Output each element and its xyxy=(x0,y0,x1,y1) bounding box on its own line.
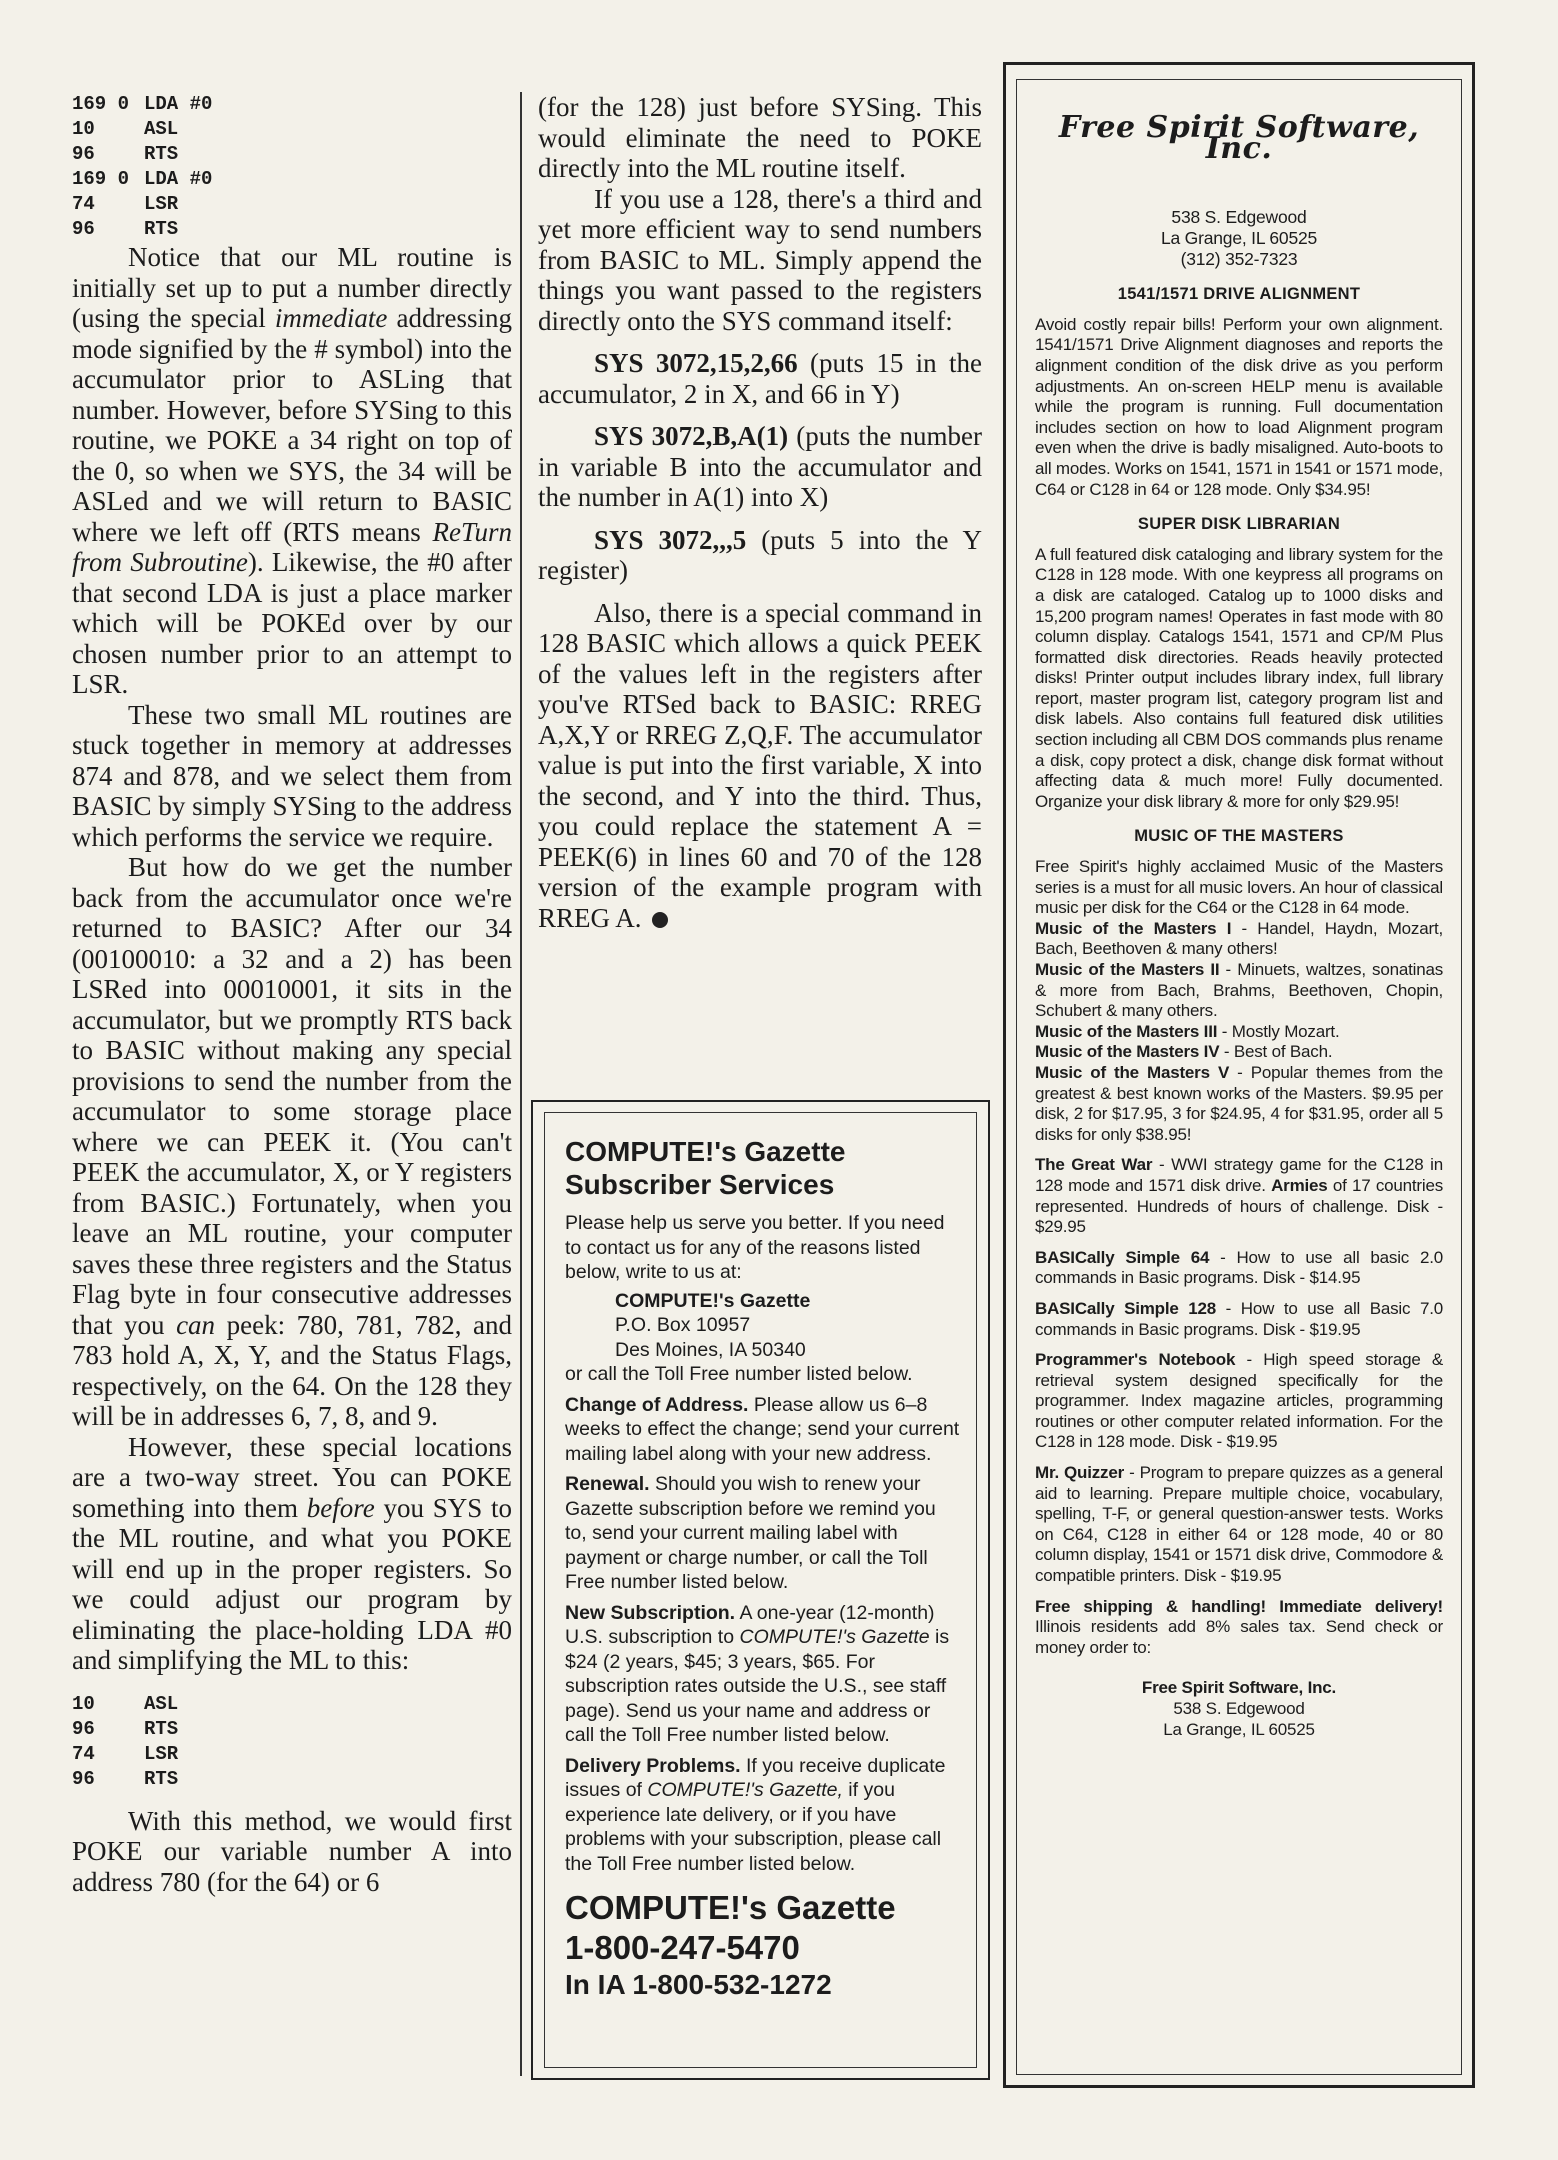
product-item: Music of the Masters V - Popular themes from the greatest & best known works of the Masters. $9.95 per disk, 2 for $17.95, 3 for $24.95, 4 for $31.95, order all 5 disks for only $38.95! xyxy=(1035,1062,1443,1144)
product-item: BASICally Simple 64 - How to use all basic 2.0 commands in Basic programs. Disk - $14.95 xyxy=(1035,1247,1444,1288)
product-heading: 1541/1571 DRIVE ALIGNMENT xyxy=(1117,285,1361,304)
free-spirit-ad xyxy=(1003,62,1475,2088)
product-item: Music of the Masters II - Minuets, waltzes, sonatinas & more from Bach, Brahms, Beethoven, Chopin, Schubert & many others. xyxy=(1035,960,1444,1021)
paragraph: Also, there is a special command in 128 BASIC which allows a quick PEEK of the values left in the registers after you've RTSed back to BASIC: RREG A,X,Y or RREG Z,Q,F. The accumulator value is put into the first variable, X into the second, and Y into the third. Thus, you could replace the statement A = PEEK(6) in lines 60 and 70 of the 128 version of the example program with RREG A. xyxy=(538,597,982,933)
article-column-2 xyxy=(538,92,982,933)
product-item: Music of the Masters IV - Best of Bach. xyxy=(1035,1042,1333,1062)
product-item: Music of the Masters I - Handel, Haydn, Mozart, Bach, Beethoven & many others! xyxy=(1035,918,1443,959)
column-rule xyxy=(520,92,522,2076)
box-title: COMPUTE!'s Gazette xyxy=(565,1136,846,1167)
product-item: Mr. Quizzer - Program to prepare quizzes as a general aid to learning. Prepare multiple choice, vocabulary, spelling, T-F, or general question-answer tests. Works on C64, C128 in either 64 or 128 mode, 40 or 80 column display, 1541 or 1571 disk drive, Commodore & compatible printers. Disk - $19.95 xyxy=(1035,1463,1443,1586)
renewal: Renewal. Should you wish to renew your Gazette subscription before we remind you to, send your current mailing label with payment or charge number, or call the Toll Free number listed below. xyxy=(565,1473,936,1593)
ordering-info: Free shipping & handling! Immediate delivery! Illinois residents add 8% sales tax. Send check or money order to: xyxy=(1035,1596,1443,1657)
toll-free-number: 1-800-247-5470 xyxy=(565,1929,800,1966)
product-description: A full featured disk cataloging and library system for the C128 in 128 mode. With one keypress all programs on a disk are cataloged. Catalog up to 1000 disks and 15,200 program names! Operates in fast mode with 80 column display. Catalogs 1541, 1571 and CP/M Plus formatted disk directories. Reads heavily protected disks! Printer output includes library index, full library report, master program list, category program list and disk labels. Also contains full featured disk utilities section including all CBM DOS commands plus rename a disk, copy protect a disk, change disk format without affecting data & much more! Fully documented. Organize your disk library & more for only $29.95! xyxy=(1035,544,1443,811)
sys-example: SYS 3072,15,2,66 (puts 15 in the accumulator, 2 in X, and 66 in Y) xyxy=(538,348,982,409)
code-line: 96 RTS xyxy=(72,1717,179,1740)
code-line: 74 LSR xyxy=(72,193,179,215)
company-address: 538 S. Edgewood La Grange, IL 60525 (312) 352-7323 xyxy=(1160,207,1318,270)
company-logo: Free Spirit Software, Inc. xyxy=(1058,110,1420,166)
code-line: 10 ASL xyxy=(72,118,179,140)
product-item: Music of the Masters III - Mostly Mozart. xyxy=(1035,1021,1340,1041)
order-address: Free Spirit Software, Inc. 538 S. Edgewood La Grange, IL 60525 xyxy=(1141,1678,1337,1739)
gazette-name: COMPUTE!'s Gazette xyxy=(565,1889,896,1926)
end-of-article-icon xyxy=(652,912,668,928)
product-item: BASICally Simple 128 - How to use all Basic 7.0 commands in Basic programs. Disk - $19.95 xyxy=(1035,1298,1443,1339)
paragraph: Notice that our ML routine is initially set up to put a number directly (using the special immediate addressing mode signified by the # symbol) into the accumulator prior to ASLing that number. However, before SYSing to this routine, we POKE a 34 right on top of the 0, so when we SYS, the 34 will be ASLed and we will return to BASIC where we left off (RTS means ReTurn from Subroutine). Likewise, the #0 after that second LDA is just a place marker which will be POKEd over by our chosen number prior to an attempt to LSR. xyxy=(72,242,513,699)
code-line: 96 RTS xyxy=(72,218,179,240)
mailing-address: COMPUTE!'s Gazette P.O. Box 10957 Des Moines, IA 50340 xyxy=(615,1289,811,1361)
paragraph: But how do we get the number back from the accumulator once we're returned to BASIC? After our 34 (00100010: a 32 and a 2) has been LSRed into 00010001, it sits in the accumulator, but we promptly RTS back to BASIC without making any special provisions to send the number from the accumulator to some storage place where we can PEEK it. (You can't PEEK the accumulator, X, or Y registers from BASIC.) Fortunately, when you leave an ML routine, your computer saves these three registers and the Status Flag byte in four consecutive addresses that you can peek: 780, 781, 782, and 783 hold A, X, Y, and the Status Flags, respectively, on the 64. On the 128 they will be in addresses 6, 7, 8, and 9. xyxy=(72,852,512,1431)
code-line: 169 0 LDA #0 xyxy=(72,168,213,190)
product-description: Avoid costly repair bills! Perform your own alignment. 1541/1571 Drive Alignment diagnoses and reports the alignment condition of the disk drive as you perform adjustments. An on-screen HELP menu is available while the program is running. Full documentation includes section on how to load Alignment program even when the drive is badly misaligned. Auto-boots to all modes. Works on 1541, 1571 in 1541 or 1571 mode, C64 or C128 in 64 or 128 mode. Only $34.95! xyxy=(1035,314,1443,499)
code-listing-2 xyxy=(72,1692,512,1792)
subscriber-services-box: COMPUTE!'s Gazette Subscriber Services Please help us serve you better. If you need to contact us for any of the reasons listed below, write to us at: COMPUTE!'s Gazette P.O. Box 10957 Des Moines, IA 50340 or call the Toll Free number listed below. Change of Address. Please allow us 6–8 weeks to effect the change; send your current mailing label along with your new address. Renewal. Should you wish to renew your Gazette subscription before we remind you to, send your current mailing label with payment or charge number, or call the Toll Free number listed below. New Subscription. A one-year (12-month) U.S. subscription to COMPUTE!'s Gazette is $24 (2 years, $45; 3 years, $65. For subscription rates outside the U.S., see staff page). Send us your name and address or call the Toll Free number listed below. Delivery Problems. If you receive duplicate issues of COMPUTE!'s Gazette, if you experience late delivery, or if you have problems with your subscription, please call the Toll Free number listed below. COMPUTE!'s Gazette 1-800-247-5470 In IA 1-800-532-1272 xyxy=(531,1100,990,2080)
product-item: Programmer's Notebook - High speed storage & retrieval system designed specifically for the programmer. Index magazine articles, programming routines or other computer related information. For the C128 in 128 mode. Disk - $19.95 xyxy=(1035,1350,1443,1452)
paragraph: However, these special locations are a two-way street. You can POKE something into them before you SYS to the ML routine, and what you POKE will end up in the proper registers. So we could adjust our program by eliminating the place-holding LDA #0 and simplifying the ML to this: xyxy=(72,1431,512,1675)
code-listing-1 xyxy=(72,92,512,242)
code-line: 10 ASL xyxy=(72,1692,179,1715)
iowa-number: In IA 1-800-532-1272 xyxy=(565,1969,832,2000)
product-item: The Great War - WWI strategy game for the C128 in 128 mode and 1571 disk drive. Armies of 17 countries represented. Hundreds of hours of challenge. Disk - $29.95 xyxy=(1035,1155,1443,1237)
paragraph: With this method, we would first POKE our variable number A into address 780 (for the 64) or 6 xyxy=(72,1805,512,1897)
new-subscription: New Subscription. A one-year (12-month) U.S. subscription to COMPUTE!'s Gazette is $24 (2 years, $45; 3 years, $65. For subscription rates outside the U.S., see staff page). Send us your name and address or call the Toll Free number listed below. xyxy=(565,1601,950,1746)
code-line: 96 RTS xyxy=(72,1767,179,1790)
paragraph: If you use a 128, there's a third and yet more efficient way to send numbers from BASIC to ML. Simply append the things you want passed to the registers directly onto the SYS command itself: xyxy=(538,183,982,336)
product-description: Free Spirit's highly acclaimed Music of the Masters series is a must for all music lovers. An hour of classical music per disk for the C64 or the C128 in 64 mode. xyxy=(1035,857,1443,918)
change-of-address: Change of Address. Please allow us 6–8 weeks to effect the change; send your current mailing label along with your new address. xyxy=(565,1393,960,1465)
code-line: 169 0 LDA #0 xyxy=(72,93,213,115)
intro-text: Please help us serve you better. If you need to contact us for any of the reasons listed below, write to us at: xyxy=(565,1212,945,1283)
product-heading: MUSIC OF THE MASTERS xyxy=(1134,827,1344,846)
code-line: 74 LSR xyxy=(72,1742,179,1765)
box-subtitle: Subscriber Services xyxy=(565,1169,835,1200)
article-column-1 xyxy=(72,92,512,1897)
product-heading: SUPER DISK LIBRARIAN xyxy=(1137,515,1341,534)
paragraph: (for the 128) just before SYSing. This would eliminate the need to POKE directly into the ML routine itself. xyxy=(538,92,982,183)
sys-example: SYS 3072,,,5 (puts 5 into the Y register) xyxy=(538,524,982,585)
sys-example: SYS 3072,B,A(1) (puts the number in variable B into the accumulator and the number in A(1) into X) xyxy=(538,421,982,512)
paragraph: These two small ML routines are stuck together in memory at addresses 874 and 878, and we select them from BASIC by simply SYSing to the address which performs the service we require. xyxy=(72,699,512,852)
delivery-problems: Delivery Problems. If you receive duplicate issues of COMPUTE!'s Gazette, if you experience late delivery, or if you have problems with your subscription, please call the Toll Free number listed below. xyxy=(565,1754,946,1875)
code-line: 96 RTS xyxy=(72,143,179,165)
